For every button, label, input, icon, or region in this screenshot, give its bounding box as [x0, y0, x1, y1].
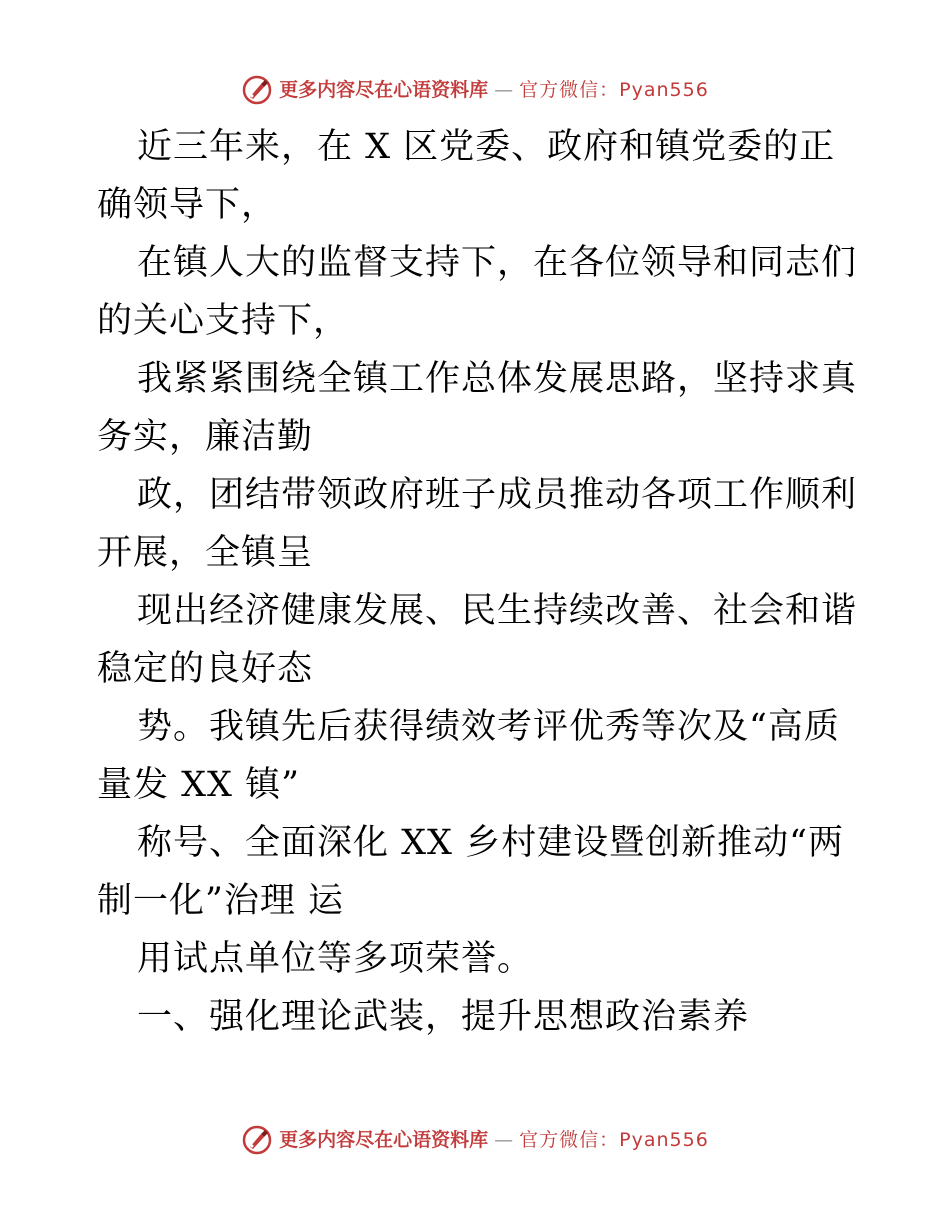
watermark-brand: [241, 1124, 709, 1156]
paragraph: 政，团结带领政府班子成员推动各项工作顺利开展，全镇呈: [97, 475, 858, 573]
brand-separator: —: [494, 1128, 514, 1151]
paragraph: 近三年来，在 X 区党委、政府和镇党委的正确领导下，: [97, 127, 836, 225]
section-heading: 一、强化理论武装，提升思想政治素养: [137, 997, 750, 1037]
brand-name: 更多内容尽在心语资料库: [279, 78, 489, 101]
paragraph: 称号、全面深化 XX 乡村建设暨创新推动“两制一化”治理 运: [97, 823, 844, 921]
watermark-brand: [241, 74, 709, 106]
paragraph: 现出经济健康发展、民生持续改善、社会和谐稳定的良好态: [97, 591, 858, 689]
page-footer: [0, 1120, 950, 1160]
brand-separator: —: [494, 78, 514, 101]
brand-wechat: 官方微信：Pyan556: [519, 78, 709, 101]
page-header: [0, 70, 950, 110]
paragraph: 我紧紧围绕全镇工作总体发展思路，坚持求真务实，廉洁勤: [97, 359, 858, 457]
brand-wechat: 官方微信：Pyan556: [519, 1128, 709, 1151]
paragraph: 在镇人大的监督支持下，在各位领导和同志们的关心支持下，: [97, 243, 858, 341]
paragraph: 势。我镇先后获得绩效考评优秀等次及“高质量发 XX 镇”: [97, 707, 840, 805]
pen-nib-icon: [241, 1124, 273, 1156]
pen-nib-icon: [241, 74, 273, 106]
brand-name: 更多内容尽在心语资料库: [279, 1128, 489, 1151]
document-body: [97, 118, 857, 1046]
paragraph: 用试点单位等多项荣誉。: [137, 939, 534, 979]
